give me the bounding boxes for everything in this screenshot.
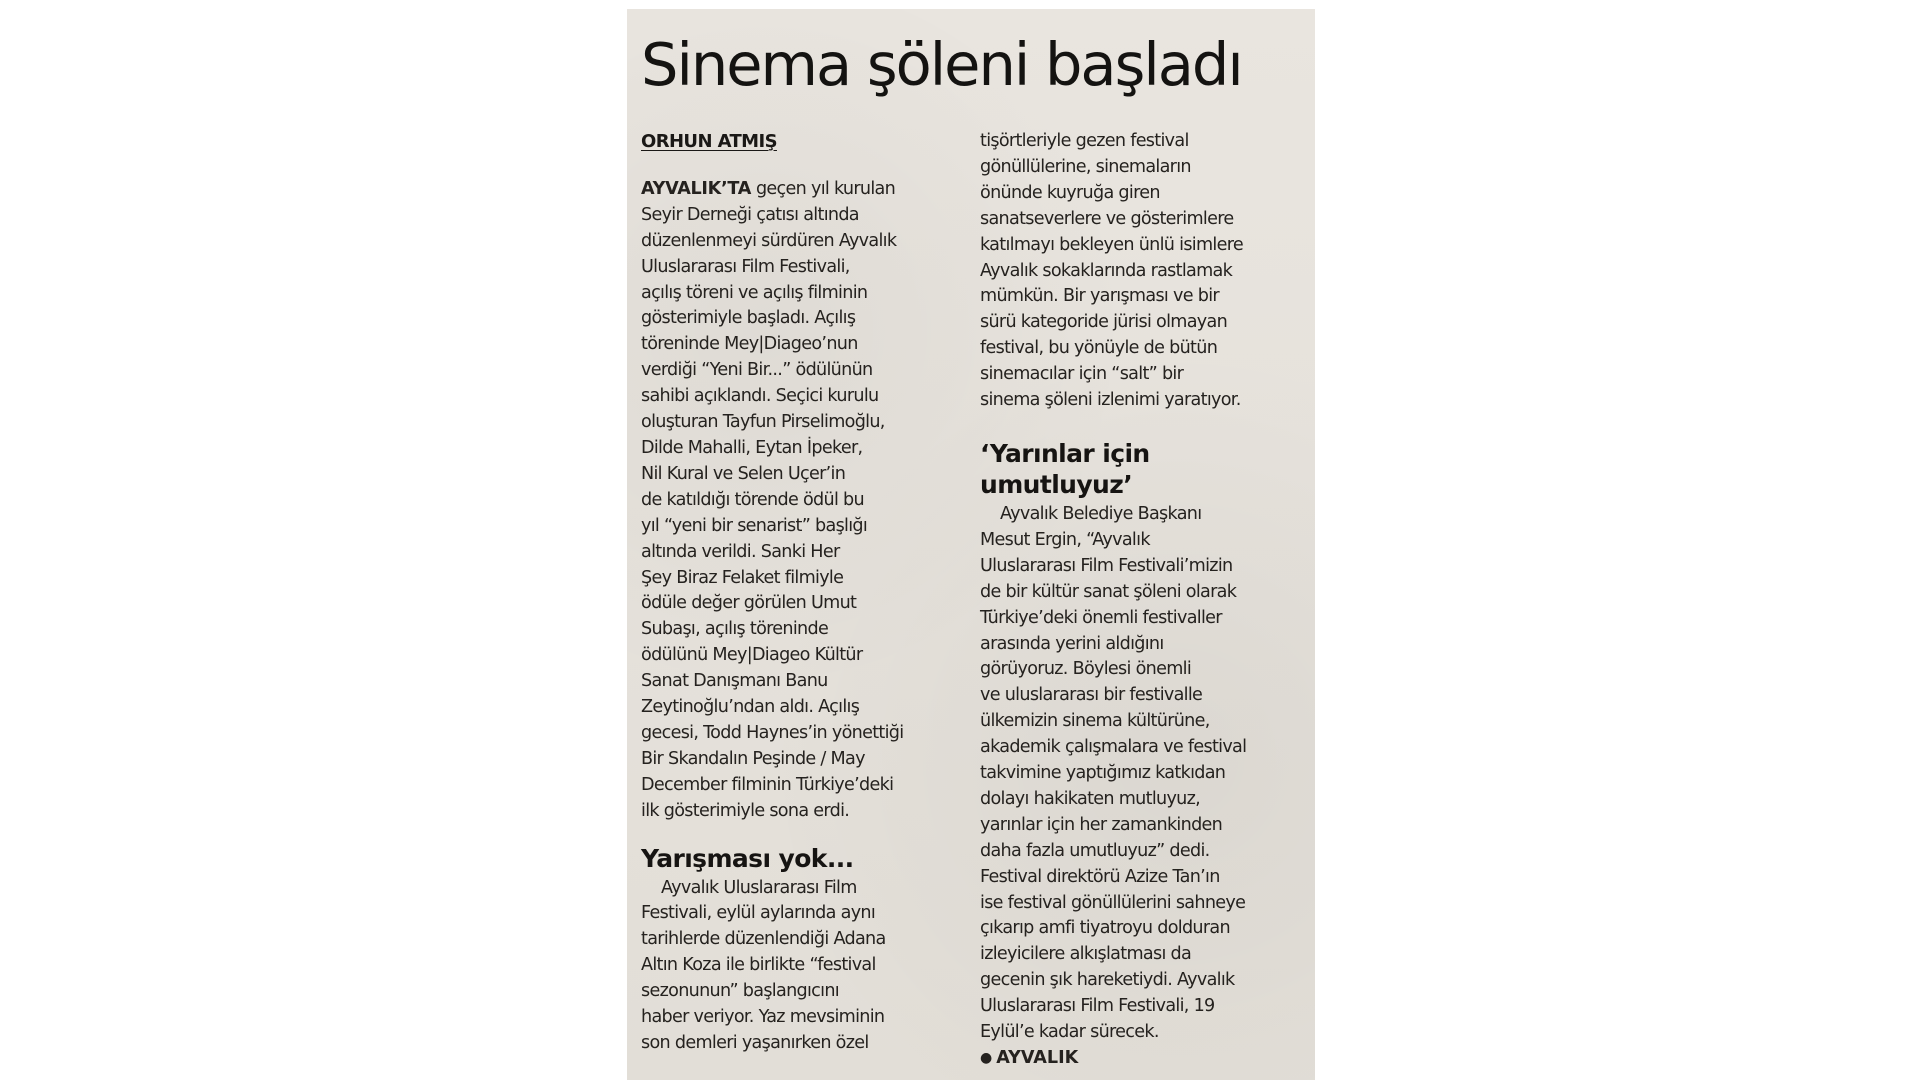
text-line: Dilde Mahalli, Eytan İpeker, xyxy=(641,437,863,458)
text-line: düzenlenmeyi sürdüren Ayvalık xyxy=(641,230,897,251)
text-line: Uluslararası Film Festivali, 19 xyxy=(980,996,1215,1017)
text-line: Ayvalık Belediye Başkanı xyxy=(1000,503,1202,524)
text-line: Festival direktörü Azize Tan’ın xyxy=(980,866,1220,887)
text-line: önünde kuyruğa giren xyxy=(980,182,1160,203)
text-line: gönüllülerine, sinemaların xyxy=(980,156,1191,177)
article-column-right xyxy=(980,129,1310,1072)
text-line: izleyicilere alkışlatması da xyxy=(980,944,1192,965)
text-line: sinema şöleni izlenimi yaratıyor. xyxy=(980,390,1241,411)
text-line: çıkarıp amfi tiyatroyu dolduran xyxy=(980,918,1230,939)
text-line: gecenin şık hareketiydi. Ayvalık xyxy=(980,970,1235,991)
text-line: ve uluslararası bir festivalle xyxy=(980,685,1203,706)
text-line: Festivali, eylül aylarında aynı xyxy=(641,903,876,924)
text-line: akademik çalışmalara ve festival xyxy=(980,737,1247,758)
text-line: Uluslararası Film Festivali’mizin xyxy=(980,555,1233,576)
newspaper-clipping xyxy=(627,9,1315,1080)
text-line: mümkün. Bir yarışması ve bir xyxy=(980,286,1219,307)
paragraph-mayor-quote xyxy=(980,502,1310,1046)
text-line: ise festival gönüllülerini sahneye xyxy=(980,892,1246,913)
text-line: Sanat Danışmanı Banu xyxy=(641,671,828,692)
text-line: gösterimiyle başladı. Açılış xyxy=(641,308,856,329)
text-line: sanatseverlere ve gösterimlere xyxy=(980,208,1234,229)
text-line: sinemacılar için “salt” bir xyxy=(980,364,1184,385)
text-line: Subaşı, açılış töreninde xyxy=(641,619,829,640)
text-line: altında verildi. Sanki Her xyxy=(641,541,840,562)
text-line: dolayı hakikaten mutluyuz, xyxy=(980,788,1201,809)
article-column-left xyxy=(641,129,961,1057)
text-line: festival, bu yönüyle de bütün xyxy=(980,338,1218,359)
text-line: de katıldığı törende ödül bu xyxy=(641,489,864,510)
text-line: katılmayı bekleyen ünlü isimlere xyxy=(980,234,1244,255)
text-line: ilk gösterimiyle sona erdi. xyxy=(641,800,850,821)
subheading-line: ‘Yarınlar için xyxy=(980,438,1150,468)
dateline-text: AYVALIK xyxy=(996,1048,1079,1068)
subheading-line: umutluyuz’ xyxy=(980,469,1133,499)
text-line: töreninde Mey|Diageo’nun xyxy=(641,334,858,355)
text-line: Nil Kural ve Selen Uçer’in xyxy=(641,463,846,484)
text-line: sürü kategoride jürisi olmayan xyxy=(980,312,1228,333)
text-line: ödüle değer görülen Umut xyxy=(641,593,857,614)
text-line: tişörtleriyle gezen festival xyxy=(980,131,1189,151)
paragraph-festival-season xyxy=(641,876,961,1057)
text-line: takvimine yaptığımız katkıdan xyxy=(980,763,1226,784)
text-line: gecesi, Todd Haynes’in yönettiği xyxy=(641,722,904,743)
text-line: Altın Koza ile birlikte “festival xyxy=(641,955,876,976)
text-line: arasında yerini aldığını xyxy=(980,633,1164,654)
text-line: Zeytinoğlu’ndan aldı. Açılış xyxy=(641,697,860,718)
text-line: yarınlar için her zamankinden xyxy=(980,814,1223,835)
text-line: görüyoruz. Böylesi önemli xyxy=(980,659,1192,680)
byline: ORHUN ATMIŞ xyxy=(641,131,777,152)
paragraph-volunteers xyxy=(980,129,1310,414)
bullet-icon: ● xyxy=(980,1050,993,1066)
text-line: daha fazla umutluyuz” dedi. xyxy=(980,840,1210,861)
subheading-yarinlar-icin xyxy=(980,438,1310,500)
text-line: Seyir Derneği çatısı altında xyxy=(641,204,859,225)
text-line: açılış töreni ve açılış filminin xyxy=(641,282,868,303)
paragraph-intro xyxy=(641,177,961,825)
text-line: Eylül’e kadar sürecek. xyxy=(980,1022,1159,1043)
text-line: ülkemizin sinema kültürüne, xyxy=(980,711,1210,732)
text-line: Ayvalık sokaklarında rastlamak xyxy=(980,260,1233,281)
text-line: AYVALIK’TA geçen yıl kurulan xyxy=(641,178,896,199)
text-line: Şey Biraz Felaket filmiyle xyxy=(641,567,844,588)
text-line: ödülünü Mey|Diageo Kültür xyxy=(641,645,863,666)
dateline xyxy=(980,1046,1310,1072)
text-line: Türkiye’deki önemli festivaller xyxy=(980,607,1222,628)
text-line: verdiği “Yeni Bir...” ödülünün xyxy=(641,360,873,381)
text-line: haber veriyor. Yaz mevsiminin xyxy=(641,1007,885,1028)
text-line: Bir Skandalın Peşinde / May xyxy=(641,748,865,769)
subheading-yarismasi-yok: Yarışması yok... xyxy=(641,843,854,873)
headline: Sinema şöleni başladı xyxy=(641,30,1242,99)
text-line: son demleri yaşanırken özel xyxy=(641,1033,869,1053)
text-line: oluşturan Tayfun Pirselimoğlu, xyxy=(641,412,885,433)
text-line: yıl “yeni bir senarist” başlığı xyxy=(641,515,868,536)
text-line: Mesut Ergin, “Ayvalık xyxy=(980,529,1150,550)
text-line: de bir kültür sanat şöleni olarak xyxy=(980,581,1237,602)
text-line: Ayvalık Uluslararası Film xyxy=(661,877,857,898)
text-line: December filminin Türkiye’deki xyxy=(641,774,894,795)
text-line: sahibi açıklandı. Seçici kurulu xyxy=(641,386,879,407)
lead-word: AYVALIK’TA xyxy=(641,178,752,199)
text-line: Uluslararası Film Festivali, xyxy=(641,256,850,277)
text-line: tarihlerde düzenlendiği Adana xyxy=(641,929,886,950)
text-line: sezonunun” başlangıcını xyxy=(641,981,839,1002)
